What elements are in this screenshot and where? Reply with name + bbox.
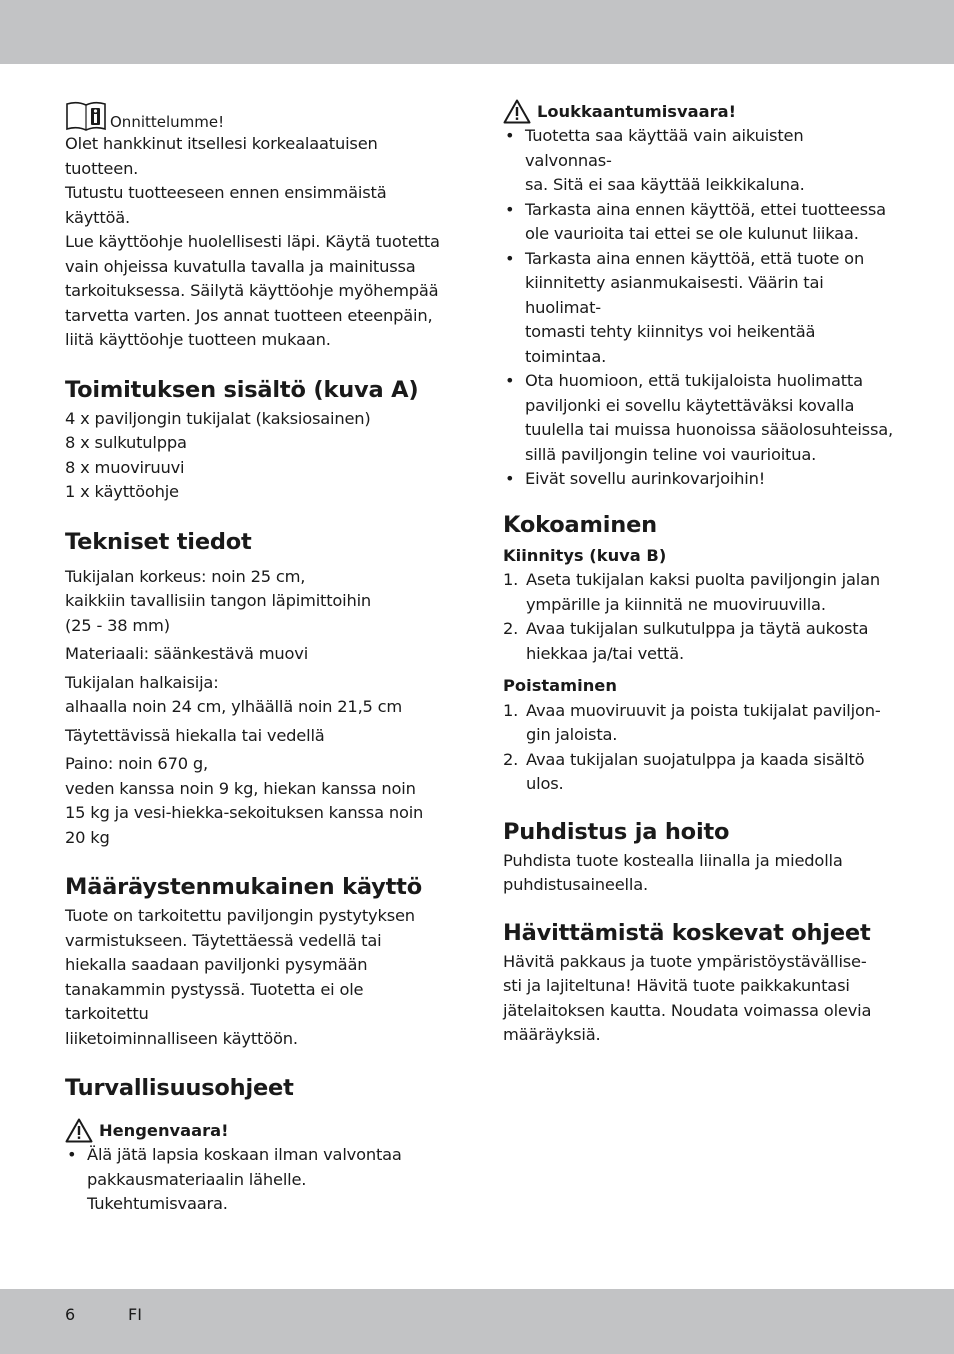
tech-block bbox=[65, 642, 450, 667]
warning-title: Loukkaantumisvaara! bbox=[537, 101, 737, 121]
step-number: 1. bbox=[503, 570, 519, 589]
disposal-line: jätelaitoksen kautta. Noudata voimassa olevia bbox=[503, 1000, 872, 1020]
list-line: • Eivät sovellu aurinkovarjoihin! bbox=[525, 469, 766, 488]
right-column bbox=[503, 98, 893, 1048]
tech-line: Materiaali: säänkestävä muovi bbox=[65, 644, 309, 663]
attach-steps bbox=[503, 568, 893, 666]
attach-subheading: Kiinnitys (kuva B) bbox=[503, 545, 667, 565]
intro-text bbox=[65, 132, 450, 353]
step-item bbox=[503, 699, 893, 748]
delivery-item: 4 x paviljongin tukijalat (kaksiosainen) bbox=[65, 408, 371, 428]
tech-heading: Tekniset tiedot bbox=[65, 528, 252, 555]
list-line: paviljonki ei sovellu käytettäväksi kovalla bbox=[525, 395, 855, 415]
list-line: sillä paviljongin teline voi vaurioitua. bbox=[525, 444, 817, 464]
warning-title: Hengenvaara! bbox=[99, 1120, 229, 1140]
list-item bbox=[503, 124, 893, 198]
usage-line: varmistukseen. Täytettäessä vedellä tai bbox=[65, 930, 382, 950]
list-item bbox=[503, 247, 893, 370]
list-line: • Älä jätä lapsia koskaan ilman valvontaa bbox=[87, 1145, 402, 1164]
intro-line: liitä käyttöohje tuotteen mukaan. bbox=[65, 330, 331, 349]
cleaning-line: Puhdista tuote kostealla liinalla ja miedolla bbox=[503, 850, 843, 870]
tech-line: (25 - 38 mm) bbox=[65, 615, 170, 635]
intro-heading bbox=[65, 96, 450, 132]
disposal-text bbox=[503, 950, 893, 1048]
disposal-line: sti ja lajiteltuna! Hävitä tuote paikkakuntasi bbox=[503, 976, 850, 995]
step-line: hiekkaa ja/tai vettä. bbox=[526, 643, 684, 663]
list-line: ole vaurioita tai ettei se ole kulunut liikaa. bbox=[525, 224, 859, 243]
disposal-line: Hävitä pakkaus ja tuote ympäristöystävällise- bbox=[503, 951, 867, 971]
warning-list bbox=[503, 124, 893, 492]
list-line: • Tarkasta aina ennen käyttöä, ettei tuotteessa bbox=[525, 199, 886, 219]
usage-line: Tuote on tarkoitettu paviljongin pystytyksen bbox=[65, 906, 415, 925]
list-line: • Tuotetta saa käyttää vain aikuisten valvonnas- bbox=[525, 126, 804, 170]
usage-text bbox=[65, 904, 450, 1051]
tech-line: 15 kg ja vesi-hiekka-sekoituksen kanssa noin bbox=[65, 803, 424, 822]
list-item bbox=[65, 1143, 450, 1217]
intro-line: vain ohjeissa kuvatulla tavalla ja mainitussa bbox=[65, 256, 416, 276]
step-line: Avaa tukijalan suojatulppa ja kaada sisältö bbox=[526, 749, 865, 769]
warning-triangle-icon bbox=[65, 1118, 93, 1143]
warning-loukkaantumisvaara bbox=[503, 98, 893, 124]
page-number: 6 bbox=[65, 1305, 76, 1324]
remove-steps bbox=[503, 699, 893, 797]
step-line: gin jaloista. bbox=[526, 725, 618, 744]
tech-line: Täytettävissä hiekalla tai vedellä bbox=[65, 725, 325, 745]
list-item bbox=[503, 198, 893, 247]
tech-line: Tukijalan halkaisija: bbox=[65, 672, 219, 692]
list-item bbox=[503, 467, 893, 492]
usage-heading: Määräystenmukainen käyttö bbox=[65, 874, 422, 900]
usage-line: hiekalla saadaan paviljonki pysymään bbox=[65, 955, 368, 974]
list-line: tomasti tehty kiinnitys voi heikentää toimintaa. bbox=[525, 322, 816, 366]
tech-line: 20 kg bbox=[65, 827, 110, 847]
assembly-heading: Kokoaminen bbox=[503, 511, 657, 538]
tech-line: alhaalla noin 24 cm, ylhäällä noin 21,5 cm bbox=[65, 697, 403, 716]
step-line: Aseta tukijalan kaksi puolta paviljongin jalan bbox=[526, 570, 880, 589]
delivery-heading: Toimituksen sisältö (kuva A) bbox=[65, 376, 419, 403]
warning-triangle-icon bbox=[503, 99, 531, 124]
list-line: sa. Sitä ei saa käyttää leikkikaluna. bbox=[525, 175, 805, 194]
usage-line: liiketoiminnalliseen käyttöön. bbox=[65, 1028, 298, 1048]
step-number: 1. bbox=[503, 700, 519, 720]
tech-block bbox=[65, 565, 450, 639]
tech-line: kaikkiin tavallisiin tangon läpimittoihin bbox=[65, 591, 372, 610]
cleaning-heading: Puhdistus ja hoito bbox=[503, 818, 730, 845]
tech-block bbox=[65, 671, 450, 720]
list-line: tuulella tai muissa huonoissa sääolosuhteissa, bbox=[525, 420, 894, 439]
step-line: ympärille ja kiinnitä ne muoviruuvilla. bbox=[526, 594, 826, 614]
delivery-item: 8 x sulkutulppa bbox=[65, 433, 187, 452]
language-code: FI bbox=[128, 1305, 142, 1324]
remove-subheading: Poistaminen bbox=[503, 676, 617, 695]
step-line: Avaa muoviruuvit ja poista tukijalat paviljon- bbox=[526, 700, 881, 720]
tech-line: veden kanssa noin 9 kg, hiekan kanssa noin bbox=[65, 778, 416, 798]
warning-hengenvaara bbox=[65, 1117, 450, 1143]
safety-heading: Turvallisuusohjeet bbox=[65, 1075, 294, 1101]
intro-line: Lue käyttöohje huolellisesti läpi. Käytä tuotetta bbox=[65, 232, 440, 251]
list-line: kiinnitetty asianmukaisesti. Väärin tai huolimat- bbox=[525, 273, 824, 317]
footer-bar bbox=[0, 1289, 954, 1354]
usage-line: tanakammin pystyssä. Tuotetta ei ole tarkoitettu bbox=[65, 979, 364, 1023]
step-item bbox=[503, 748, 893, 797]
delivery-list bbox=[65, 407, 450, 505]
step-number: 2. bbox=[503, 749, 519, 769]
tech-line: Tukijalan korkeus: noin 25 cm, bbox=[65, 566, 306, 586]
step-item bbox=[503, 568, 893, 617]
list-line: • Tarkasta aina ennen käyttöä, että tuote on bbox=[525, 248, 865, 268]
delivery-item: 1 x käyttöohje bbox=[65, 482, 179, 501]
step-line: ulos. bbox=[526, 774, 564, 793]
step-number: 2. bbox=[503, 619, 519, 638]
intro-line: tarvetta varten. Jos annat tuotteen eteenpäin, bbox=[65, 305, 433, 325]
intro-line: tarkoituksessa. Säilytä käyttöohje myöhempää bbox=[65, 281, 439, 300]
step-line: Avaa tukijalan sulkutulppa ja täytä aukosta bbox=[526, 619, 869, 638]
intro-line: Tutustu tuotteeseen ennen ensimmäistä käyttöä. bbox=[65, 183, 387, 227]
header-bar bbox=[0, 0, 954, 64]
intro-title: Onnittelumme! bbox=[110, 113, 225, 131]
list-line: • Ota huomioon, että tukijaloista huolimatta bbox=[525, 371, 863, 390]
disposal-line: määräyksiä. bbox=[503, 1025, 601, 1044]
list-line: pakkausmateriaalin lähelle. Tukehtumisvaara. bbox=[87, 1169, 307, 1213]
tech-block bbox=[65, 752, 450, 850]
left-column bbox=[65, 96, 450, 1217]
info-book-icon bbox=[65, 100, 107, 132]
warning-list bbox=[65, 1143, 450, 1217]
delivery-item: 8 x muoviruuvi bbox=[65, 457, 185, 477]
tech-block bbox=[65, 724, 450, 749]
disposal-heading: Hävittämistä koskevat ohjeet bbox=[503, 919, 871, 946]
list-item bbox=[503, 369, 893, 467]
cleaning-line: puhdistusaineella. bbox=[503, 875, 648, 894]
step-item bbox=[503, 617, 893, 666]
intro-line: Olet hankkinut itsellesi korkealaatuisen tuotteen. bbox=[65, 134, 378, 178]
cleaning-text bbox=[503, 849, 893, 898]
tech-line: Paino: noin 670 g, bbox=[65, 754, 208, 773]
